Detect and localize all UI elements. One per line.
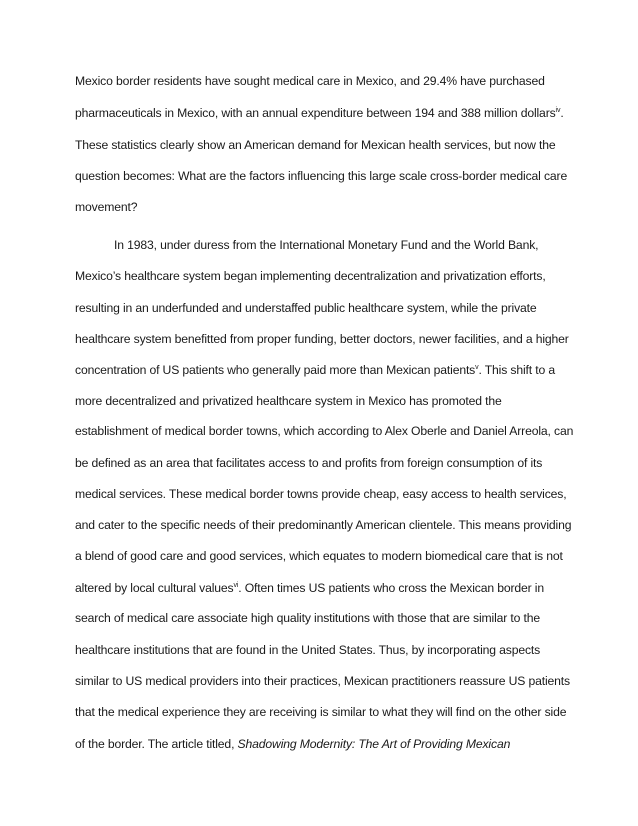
text-line-2: pharmaceuticals in Mexico, with an annual expenditure between 194 and 388 million dollars$^{iv}$. (75, 106, 564, 120)
text-line-5: movement? (75, 200, 138, 214)
text-line-10: concentration of US patients who generally paid more than Mexican patients$^v$. This shift to a (75, 363, 555, 377)
paragraph-2-first-line: In 1983, under duress from the International Monetary Fund and the World Bank, (114, 238, 539, 252)
footnote-ref-iv: iv (555, 106, 561, 114)
text-line-18: search of medical care associate high quality institutions with those that are similar to the (75, 611, 540, 625)
footnote-ref-v: v (475, 363, 479, 371)
text-line-9: healthcare system benefitted from proper funding, better doctors, newer facilities, and a higher (75, 332, 569, 346)
text-line-14: medical services. These medical border towns provide cheap, easy access to health services, (75, 487, 567, 501)
text-line-21: that the medical experience they are receiving is similar to what they will find on the other side (75, 705, 567, 719)
text-line-3: These statistics clearly show an American demand for Mexican health services, but now the (75, 138, 556, 152)
text-line-1: Mexico border residents have sought medical care in Mexico, and 29.4% have purchased (75, 74, 545, 88)
text-line-13: be defined as an area that facilitates access to and profits from foreign consumption of its (75, 456, 543, 470)
text-line-16: a blend of good care and good services, which equates to modern biomedical care that is not (75, 549, 563, 563)
footnote-ref-vi: vi (233, 581, 239, 589)
text-line-20: similar to US medical providers into their practices, Mexican practitioners reassure US patients (75, 674, 570, 688)
text-line-12: establishment of medical border towns, which according to Alex Oberle and Daniel Arreola, can (75, 424, 574, 438)
text-line-8: resulting in an underfunded and understaffed public healthcare system, while the private (75, 301, 537, 315)
text-line-22: of the border. The article titled, Shadowing Modernity: The Art of Providing Mexican (75, 737, 511, 751)
text-line-17: altered by local cultural values$^{vi}$. Often times US patients who cross the Mexican border in (75, 581, 544, 595)
text-line-11: more decentralized and privatized healthcare system in Mexico has promoted the (75, 394, 502, 408)
text-line-7: Mexico’s healthcare system began implementing decentralization and privatization efforts, (75, 269, 546, 283)
text-line-15: and cater to the specific needs of their predominantly American clientele. This means providing (75, 518, 572, 532)
article-title: Shadowing Modernity: The Art of Providing Mexican (237, 737, 511, 751)
text-line-19: healthcare institutions that are found in the United States. Thus, by incorporating aspects (75, 643, 541, 657)
text-line-4: question becomes: What are the factors influencing this large scale cross-border medical care (75, 169, 568, 183)
